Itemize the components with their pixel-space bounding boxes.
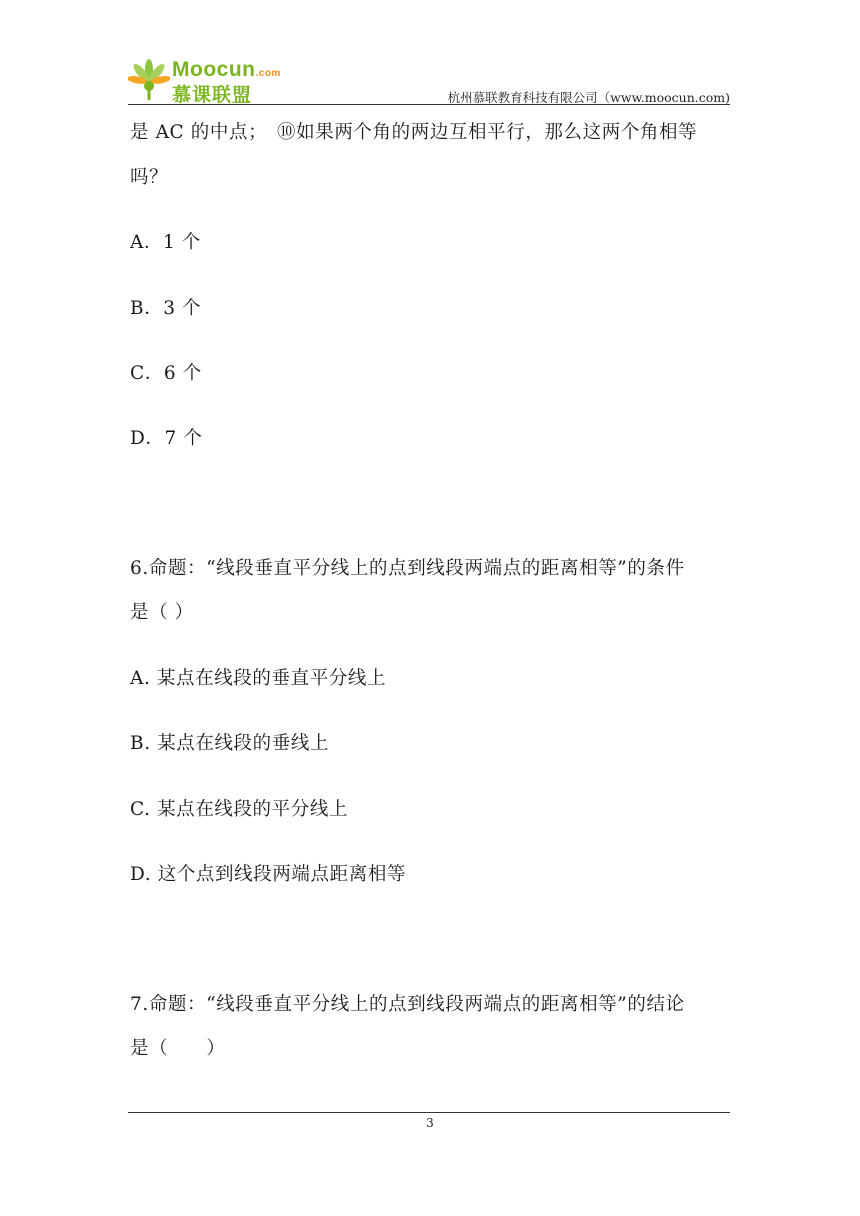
question-5-continued-2: 吗？ <box>130 167 169 188</box>
q5-option-d: D．7 个 <box>130 428 203 449</box>
q5-option-a: A．1 个 <box>130 232 202 253</box>
footer-divider <box>128 1112 730 1113</box>
question-7-stem-2: 是（ ） <box>130 1038 226 1059</box>
question-6-stem-2: 是（ ） <box>130 602 194 623</box>
q6-option-c: C. 某点在线段的平分线上 <box>130 799 349 820</box>
q6-option-a: A. 某点在线段的垂直平分线上 <box>130 668 387 689</box>
q6-option-d: D. 这个点到线段两端点距离相等 <box>130 864 407 885</box>
company-name: 杭州慕联教育科技有限公司（www.moocun.com) <box>447 90 730 105</box>
header-divider <box>128 104 730 105</box>
question-7-stem: 7.命题：“线段垂直平分线上的点到线段两端点的距离相等”的结论 <box>130 994 685 1015</box>
brand-domain: .com <box>255 68 281 79</box>
q6-option-b: B. 某点在线段的垂线上 <box>130 733 330 754</box>
q5-option-c: C．6 个 <box>130 363 202 384</box>
leaf-icon <box>128 58 170 104</box>
q5-option-b: B．3 个 <box>130 298 202 319</box>
question-5-continued: 是 AC 的中点； ⑩如果两个角的两边互相平行，那么这两个角相等 <box>130 122 698 143</box>
question-6-stem: 6.命题：“线段垂直平分线上的点到线段两端点的距离相等”的条件 <box>130 558 685 579</box>
page-number: 3 <box>426 1116 434 1130</box>
brand-name-cn: 慕课联盟 <box>172 84 253 106</box>
brand-name-en: Moocun.com <box>172 58 281 81</box>
